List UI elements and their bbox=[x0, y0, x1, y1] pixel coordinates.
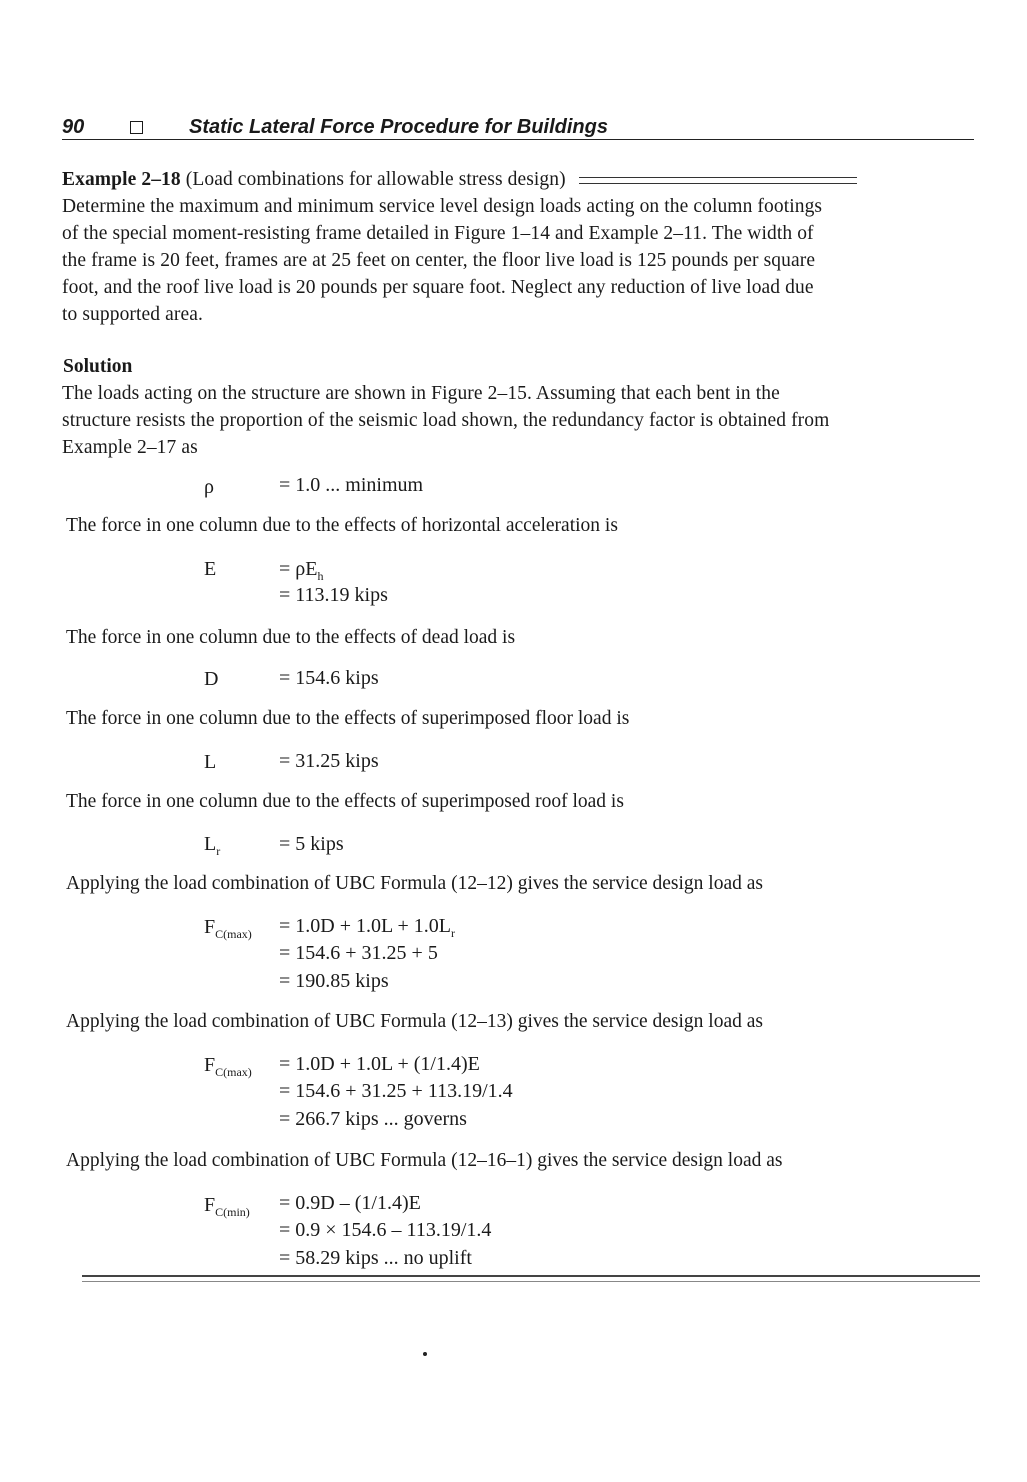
e-formula-main: = ρE bbox=[279, 558, 318, 580]
page-number: 90 bbox=[62, 116, 85, 138]
f2-symbol bbox=[204, 1052, 252, 1086]
f1-sub: C(max) bbox=[215, 927, 252, 941]
example-line: Determine the maximum and minimum service level design loads acting on the column footings bbox=[62, 196, 823, 217]
sentence-dead: The force in one column due to the effects of dead load is bbox=[66, 627, 516, 648]
f1-line-1-main: = 1.0D + 1.0L + 1.0L bbox=[279, 915, 451, 937]
solution-paragraph bbox=[62, 380, 972, 461]
sentence-floor: The force in one column due to the effects of superimposed floor load is bbox=[66, 708, 630, 729]
example-line: foot, and the roof live load is 20 pounds per square foot. Neglect any reduction of live load due bbox=[62, 277, 814, 298]
l-symbol: L bbox=[204, 751, 217, 773]
f3-sub: C(min) bbox=[215, 1205, 250, 1219]
f1-main: F bbox=[204, 916, 216, 938]
f2-line-3: = 266.7 kips ... governs bbox=[279, 1108, 467, 1130]
heading-double-rule bbox=[579, 177, 857, 184]
f2-sub: C(max) bbox=[215, 1065, 252, 1079]
e-formula-sub: h bbox=[317, 569, 324, 583]
lr-symbol bbox=[204, 831, 220, 865]
f1-line-3: = 190.85 kips bbox=[279, 970, 389, 992]
f3-line-2: = 0.9 × 154.6 – 113.19/1.4 bbox=[279, 1219, 492, 1241]
running-header bbox=[62, 112, 970, 138]
sentence-formula-12-12: Applying the load combination of UBC Formula (12–12) gives the service design load as bbox=[66, 873, 764, 894]
solution-line: Example 2–17 as bbox=[62, 437, 198, 458]
sentence-formula-12-13: Applying the load combination of UBC Formula (12–13) gives the service design load as bbox=[66, 1011, 764, 1032]
example-line: the frame is 20 feet, frames are at 25 feet on center, the floor live load is 125 pounds per square bbox=[62, 250, 816, 271]
lr-main: L bbox=[204, 833, 217, 855]
rho-symbol: ρ bbox=[204, 476, 214, 498]
end-of-example-rule bbox=[82, 1275, 980, 1282]
e-symbol: E bbox=[204, 558, 217, 580]
f2-line-1: = 1.0D + 1.0L + (1/1.4)E bbox=[279, 1053, 480, 1075]
f2-line-2: = 154.6 + 31.25 + 113.19/1.4 bbox=[279, 1080, 513, 1102]
f1-line-1-sub: r bbox=[450, 926, 455, 940]
header-rule bbox=[62, 139, 974, 140]
stray-mark bbox=[423, 1352, 427, 1356]
f3-line-1: = 0.9D – (1/1.4)E bbox=[279, 1192, 421, 1214]
example-paragraph bbox=[62, 166, 972, 328]
f3-line-3: = 58.29 kips ... no uplift bbox=[279, 1247, 472, 1269]
chapter-title: Static Lateral Force Procedure for Buildings bbox=[189, 116, 608, 138]
box-icon bbox=[130, 121, 143, 134]
example-line: of the special moment-resisting frame detailed in Figure 1–14 and Example 2–11. The width of bbox=[62, 223, 814, 244]
f3-main: F bbox=[204, 1194, 216, 1216]
example-label: Example 2–18 bbox=[62, 169, 181, 190]
e-value: = 113.19 kips bbox=[279, 584, 388, 606]
d-symbol: D bbox=[204, 668, 219, 690]
f1-line-2: = 154.6 + 31.25 + 5 bbox=[279, 942, 438, 964]
sentence-roof: The force in one column due to the effects of superimposed roof load is bbox=[66, 791, 624, 812]
sentence-horizontal: The force in one column due to the effects of horizontal acceleration is bbox=[66, 515, 618, 536]
f1-symbol bbox=[204, 914, 252, 948]
solution-heading: Solution bbox=[63, 356, 133, 377]
solution-line: The loads acting on the structure are shown in Figure 2–15. Assuming that each bent in the bbox=[62, 383, 780, 404]
solution-line: structure resists the proportion of the seismic load shown, the redundancy factor is obtained from bbox=[62, 410, 830, 431]
d-value: = 154.6 kips bbox=[279, 667, 379, 689]
example-heading-line bbox=[62, 166, 972, 193]
rho-value: = 1.0 ... minimum bbox=[279, 474, 424, 496]
sentence-formula-12-16-1: Applying the load combination of UBC Formula (12–16–1) gives the service design load as bbox=[66, 1150, 783, 1171]
f3-symbol bbox=[204, 1192, 250, 1226]
l-value: = 31.25 kips bbox=[279, 750, 379, 772]
lr-sub: r bbox=[216, 844, 221, 858]
example-line: to supported area. bbox=[62, 304, 203, 325]
lr-value: = 5 kips bbox=[279, 833, 344, 855]
f2-main: F bbox=[204, 1054, 216, 1076]
example-title: (Load combinations for allowable stress design) bbox=[185, 169, 566, 190]
